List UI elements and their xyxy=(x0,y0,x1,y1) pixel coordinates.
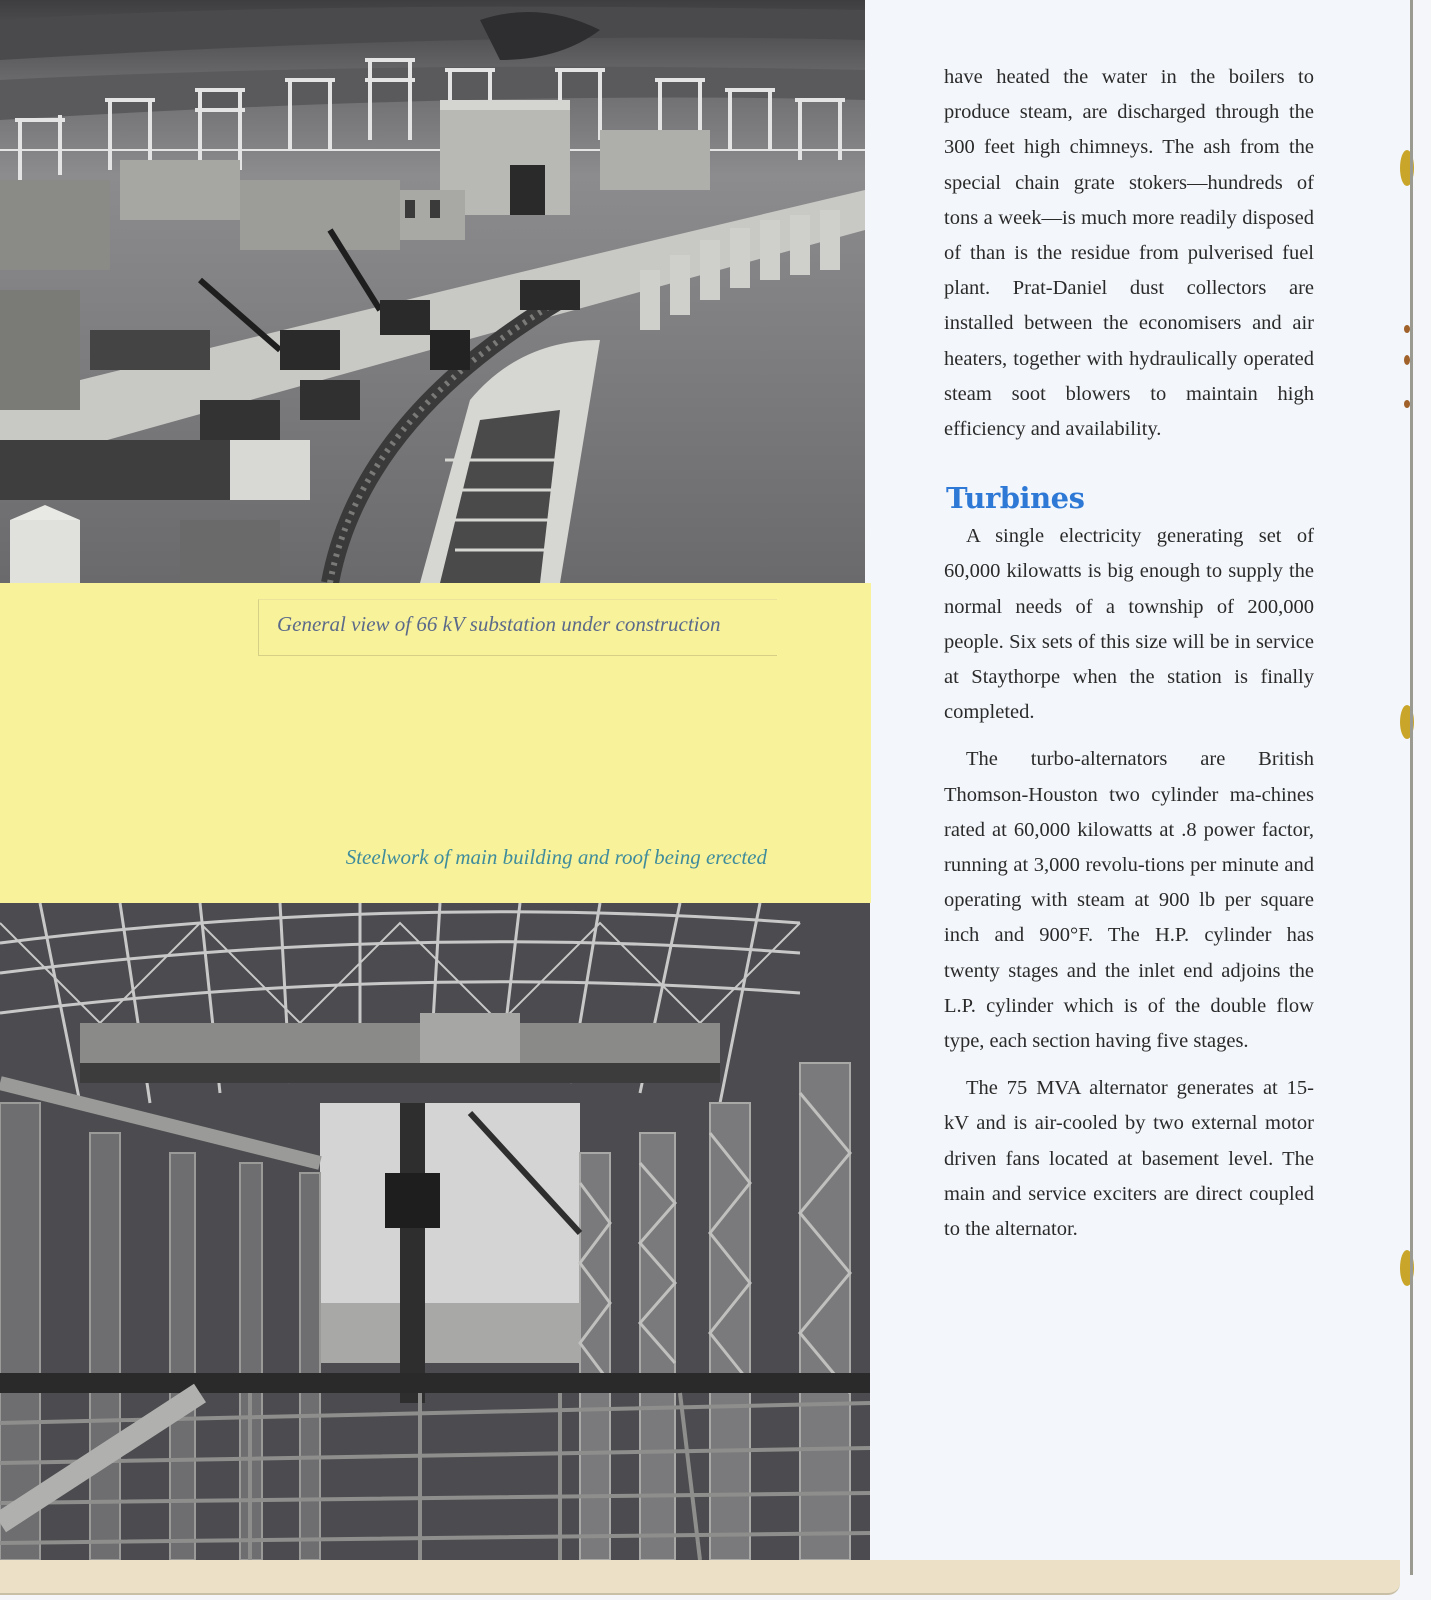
paragraph-gap xyxy=(944,1059,1314,1071)
page-bottom-edge xyxy=(0,1560,1400,1595)
steelwork-photo-caption: Steelwork of main building and roof being erected xyxy=(345,845,767,869)
substation-photo-illustration xyxy=(0,0,865,583)
section-heading-turbines: Turbines xyxy=(946,481,1085,516)
page-right-edge xyxy=(1410,0,1413,1575)
caption-box xyxy=(258,599,777,656)
paragraph-turbo-alternators: The turbo-alternators are British Thomson-Houston two cylinder ma-chines rated at 60,000 kilowatts at .8 power factor, running at 3,000 revolu-tions per minute and operating with steam at 900 lb per square inch and 900°F. The H.P. cylinder has twenty stages and the inlet end adjoins the L.P. cylinder which is of the double flow type, each section having five stages. xyxy=(944,748,1314,1053)
paragraph-generating-set: A single electricity generating set of 60,000 kilowatts is big enough to supply the normal needs of a township of 200,000 people. Six sets of this size will be in service at Staythorpe when the station is finally completed. xyxy=(944,525,1314,724)
paragraph-alternator: The 75 MVA alternator generates at 15-kV and is air-cooled by two external motor driven fans located at basement level. The main and service exciters are direct coupled to the alternator. xyxy=(944,1077,1314,1241)
substation-photo-caption: General view of 66 kV substation under construction xyxy=(277,612,721,636)
steelwork-photo xyxy=(0,903,870,1560)
intro-paragraph: have heated the water in the boilers to produce steam, are discharged through the 300 feet high chimneys. The ash from the special chain grate stokers—hundreds of tons a week—is much more readily disposed of than is the residue from pulverised fuel plant. Prat-Daniel dust collectors are installed between the economisers and air heaters, together with hydraulically operated steam soot blowers to maintain high efficiency and availability. xyxy=(944,66,1314,441)
steelwork-photo-illustration xyxy=(0,903,870,1560)
paragraph-gap xyxy=(944,730,1314,742)
substation-photo xyxy=(0,0,865,583)
caption-band xyxy=(0,583,871,903)
article-text-column xyxy=(944,60,1314,1247)
